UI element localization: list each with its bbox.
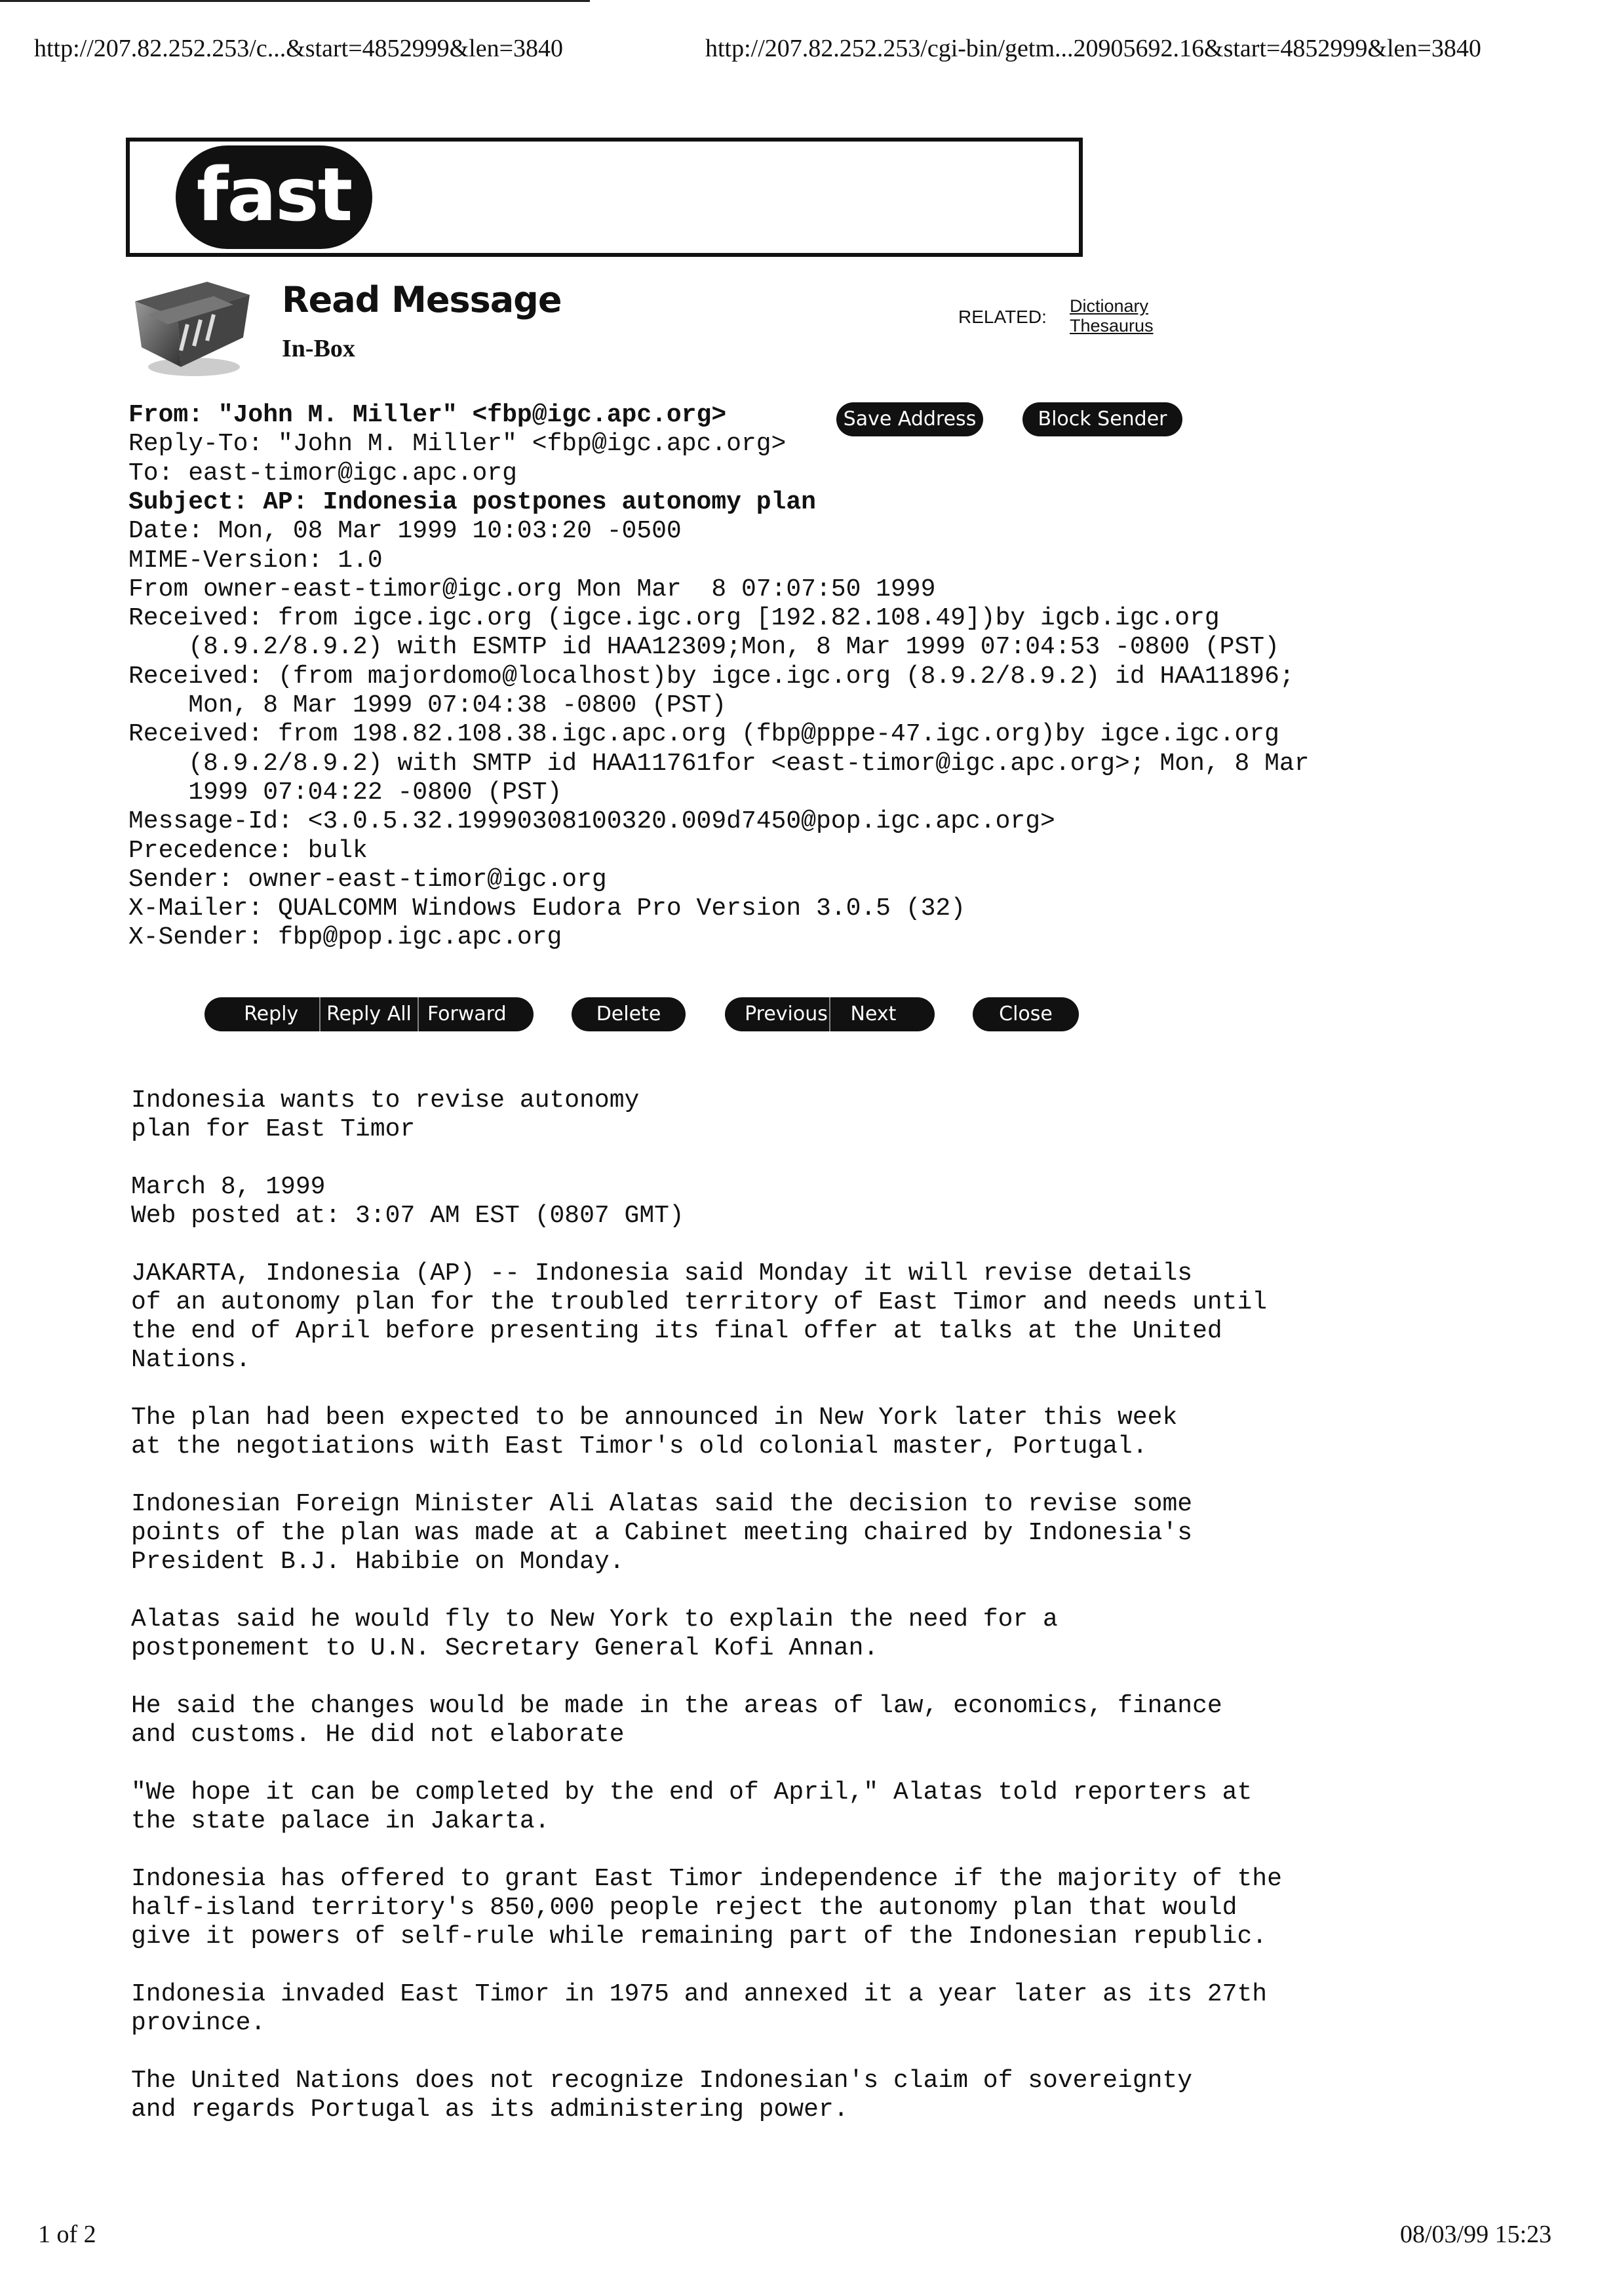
fast-logo[interactable]: fast	[176, 145, 372, 249]
body-line: He said the changes would be made in the areas of law, economics, finance	[131, 1692, 1222, 1720]
header-line: From owner-east-timor@igc.org Mon Mar 8 07:07:50 1999	[128, 575, 936, 603]
body-line: give it powers of self-rule while remaining part of the Indonesian republic.	[131, 1923, 1268, 1951]
related-link-thesaurus[interactable]: Thesaurus	[1070, 316, 1154, 335]
body-line: half-island territory's 850,000 people reject the autonomy plan that would	[131, 1894, 1237, 1922]
header-line: Received: (from majordomo@localhost)by igce.igc.org (8.9.2/8.9.2) id HAA11896;	[128, 662, 1294, 691]
body-line: the state palace in Jakarta.	[131, 1807, 550, 1835]
delete-button[interactable]: Delete	[572, 997, 686, 1031]
reply-button-group	[204, 997, 534, 1031]
reply-all-button[interactable]: Reply All	[319, 997, 417, 1031]
reply-button[interactable]: Reply	[244, 1003, 299, 1025]
print-page-number: 1 of 2	[38, 2221, 96, 2248]
header-line: (8.9.2/8.9.2) with SMTP id HAA11761for <east-timor@igc.apc.org>; Mon, 8 Mar	[128, 749, 1310, 778]
header-line: Sender: owner-east-timor@igc.org	[128, 865, 607, 894]
logo-banner	[126, 138, 1083, 257]
navigation-button-group	[725, 997, 935, 1031]
body-line: JAKARTA, Indonesia (AP) -- Indonesia said Monday it will revise details	[131, 1259, 1193, 1288]
body-line: points of the plan was made at a Cabinet meeting chaired by Indonesia's	[131, 1519, 1193, 1547]
header-line: (8.9.2/8.9.2) with ESMTP id HAA12309;Mon, 8 Mar 1999 07:04:53 -0800 (PST)	[128, 633, 1279, 662]
body-line: Indonesia wants to revise autonomy	[131, 1086, 640, 1115]
header-line: Mon, 8 Mar 1999 07:04:38 -0800 (PST)	[128, 691, 727, 719]
print-url-right: http://207.82.252.253/cgi-bin/getm...20905692.16&start=4852999&len=3840	[705, 35, 1481, 62]
body-line: and regards Portugal as its administering power.	[131, 2095, 849, 2124]
block-sender-button[interactable]: Block Sender	[1022, 402, 1182, 436]
body-line: the end of April before presenting its final offer at talks at the United	[131, 1317, 1222, 1345]
header-line: Reply-To: "John M. Miller" <fbp@igc.apc.org>	[128, 430, 787, 459]
body-line: postponement to U.N. Secretary General Kofi Annan.	[131, 1634, 879, 1662]
forward-button[interactable]: Forward	[418, 997, 515, 1031]
body-line: Web posted at: 3:07 AM EST (0807 GMT)	[131, 1202, 684, 1230]
body-line: Indonesia invaded East Timor in 1975 and annexed it a year later as its 27th	[131, 1980, 1268, 2008]
header-line: Precedence: bulk	[128, 836, 368, 865]
body-line: Indonesia has offered to grant East Timor independence if the majority of the	[131, 1865, 1282, 1893]
print-top-rule	[0, 0, 590, 2]
print-datetime: 08/03/99 15:23	[1400, 2221, 1552, 2248]
body-line: Indonesian Foreign Minister Ali Alatas said the decision to revise some	[131, 1490, 1193, 1518]
header-line: Date: Mon, 08 Mar 1999 10:03:20 -0500	[128, 517, 682, 546]
header-line: X-Mailer: QUALCOMM Windows Eudora Pro Version 3.0.5 (32)	[128, 894, 966, 923]
header-line: 1999 07:04:22 -0800 (PST)	[128, 778, 562, 807]
body-line: The United Nations does not recognize Indonesian's claim of sovereignty	[131, 2067, 1193, 2095]
previous-button[interactable]: Previous	[745, 1003, 828, 1025]
body-line: of an autonomy plan for the troubled territory of East Timor and needs until	[131, 1288, 1268, 1316]
body-line: Alatas said he would fly to New York to explain the need for a	[131, 1605, 1058, 1634]
body-line: and customs. He did not elaborate	[131, 1721, 625, 1749]
body-line: Nations.	[131, 1346, 251, 1374]
header-line: From: "John M. Miller" <fbp@igc.apc.org>	[128, 401, 727, 429]
body-line: March 8, 1999	[131, 1173, 326, 1201]
related-link-dictionary[interactable]: Dictionary	[1070, 296, 1149, 316]
folder-name: In-Box	[282, 335, 355, 362]
save-address-button[interactable]: Save Address	[836, 402, 983, 436]
close-button[interactable]: Close	[973, 997, 1079, 1031]
header-line: Received: from igce.igc.org (igce.igc.org [192.82.108.49])by igcb.igc.org	[128, 604, 1220, 633]
body-line: plan for East Timor	[131, 1115, 416, 1143]
next-button[interactable]: Next	[829, 997, 916, 1031]
related-label: RELATED:	[958, 307, 1047, 327]
header-line: Subject: AP: Indonesia postpones autonomy plan	[128, 488, 816, 516]
header-line: Message-Id: <3.0.5.32.19990308100320.009d7450@pop.igc.apc.org>	[128, 807, 1055, 836]
header-line: MIME-Version: 1.0	[128, 546, 383, 575]
header-line: To: east-timor@igc.apc.org	[128, 459, 517, 488]
body-line: province.	[131, 2009, 266, 2037]
header-line: Received: from 198.82.108.38.igc.apc.org (fbp@pppe-47.igc.org)by igce.igc.org	[128, 720, 1279, 749]
body-line: at the negotiations with East Timor's old colonial master, Portugal.	[131, 1432, 1148, 1461]
page-title: Read Message	[282, 279, 562, 320]
body-line: President B.J. Habibie on Monday.	[131, 1548, 625, 1576]
header-line: X-Sender: fbp@pop.igc.apc.org	[128, 923, 562, 952]
body-line: "We hope it can be completed by the end of April," Alatas told reporters at	[131, 1778, 1253, 1807]
body-line: The plan had been expected to be announced in New York later this week	[131, 1404, 1178, 1432]
print-url-left: http://207.82.252.253/c...&start=4852999&len=3840	[34, 35, 564, 62]
mail-envelope-icon	[128, 269, 260, 387]
